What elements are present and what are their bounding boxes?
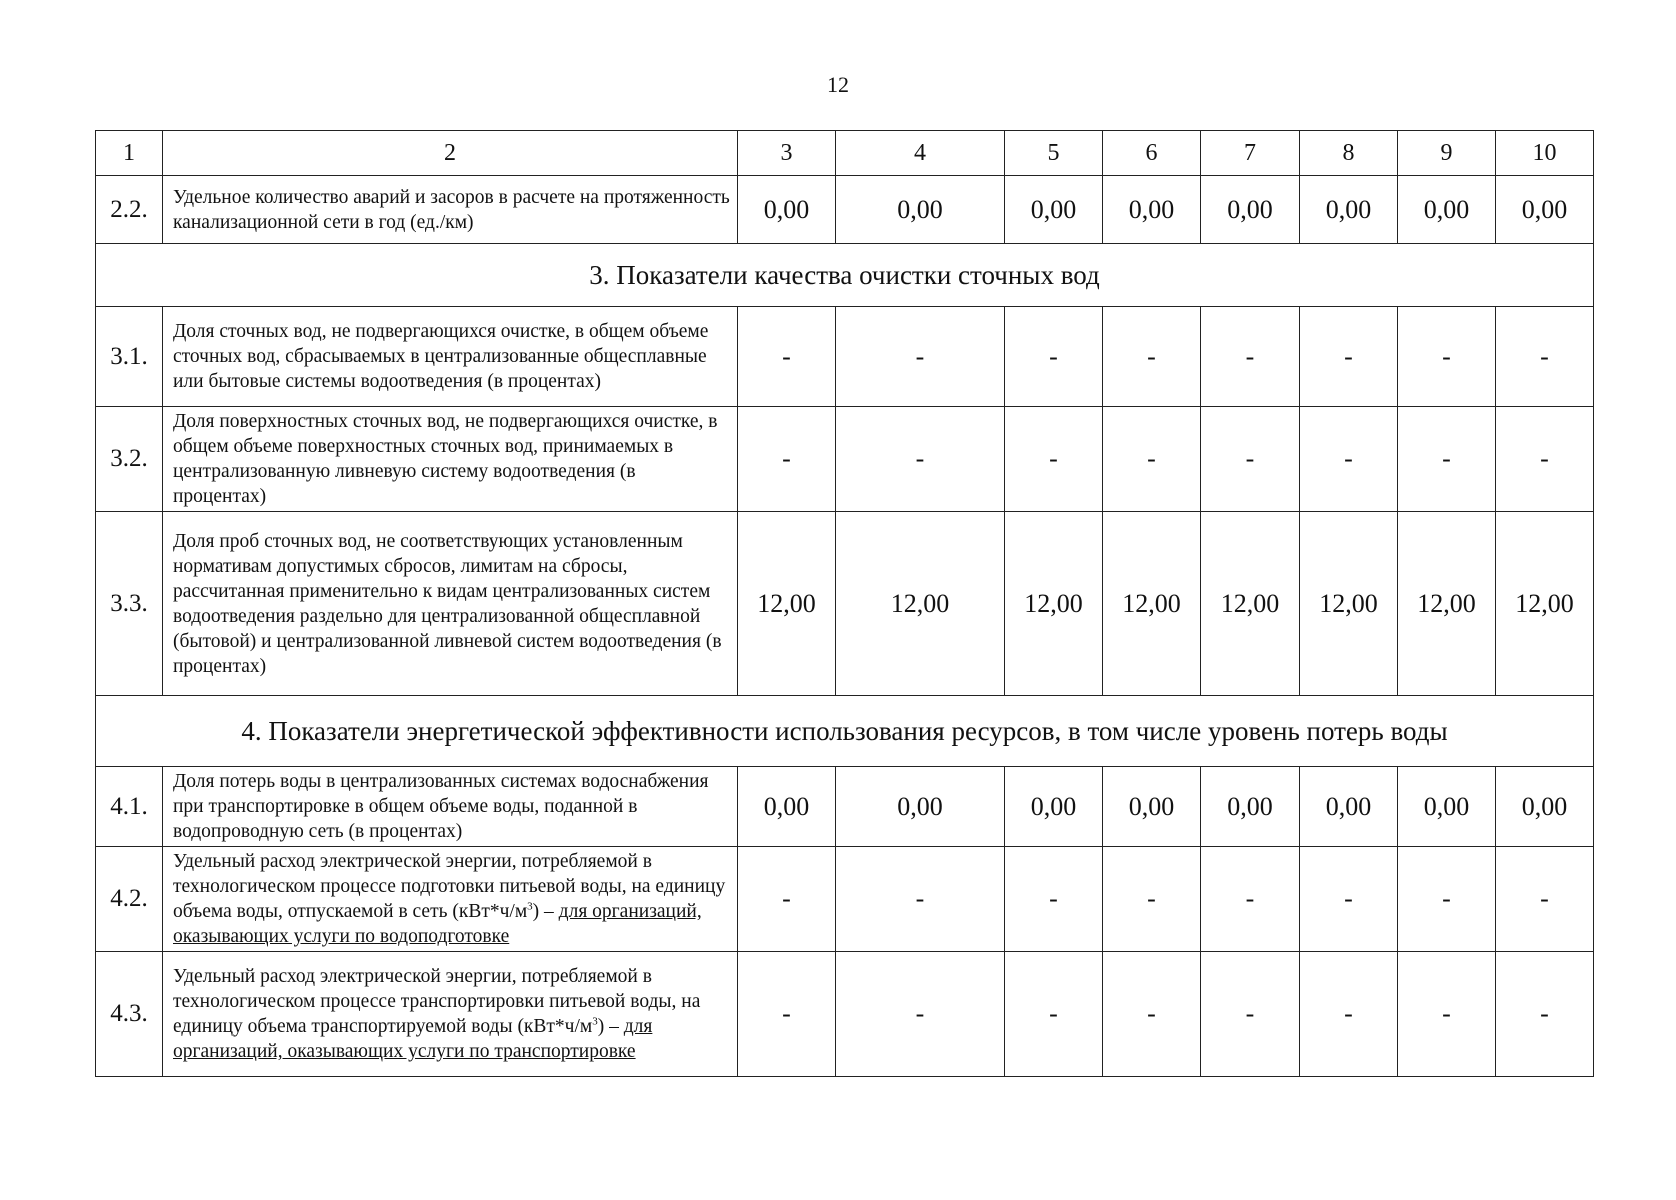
value-cell: 12,00 [1005,512,1103,696]
value-cell: - [1201,952,1300,1077]
value-cell: 12,00 [738,512,836,696]
value-cell: - [738,307,836,407]
value-cell: - [1496,407,1594,512]
value-cell: - [836,847,1005,952]
value-cell: - [1398,847,1496,952]
value-cell: - [1496,307,1594,407]
value-cell: - [1300,307,1398,407]
value-cell: - [836,407,1005,512]
description-text: Удельный расход электрической энергии, потребляемой в технологическом процессе подготовки питьевой воды, на единицу объема воды, отпускаемой в сеть (кВт*ч/м [173,851,726,922]
value-cell: 0,00 [738,176,836,244]
value-cell: 0,00 [1300,176,1398,244]
header-cell: 6 [1103,131,1201,176]
value-cell: - [1005,307,1103,407]
row-description: Доля сточных вод, не подвергающихся очистке, в общем объеме сточных вод, сбрасываемых в централизованные общесплавные или бытовые системы водоотведения (в процентах) [163,307,738,407]
value-cell: - [1103,407,1201,512]
row-description [163,952,738,1077]
underlined-note: для организаций, оказывающих услуги по водоподготовке [173,901,702,947]
row-description [163,847,738,952]
page-number: 12 [827,72,849,97]
value-cell: 12,00 [836,512,1005,696]
value-cell: 0,00 [1398,767,1496,847]
row-number: 4.2. [96,847,163,952]
value-cell: 0,00 [1103,176,1201,244]
value-cell: - [1103,952,1201,1077]
value-cell: - [1496,847,1594,952]
value-cell: - [1005,407,1103,512]
value-cell: 12,00 [1398,512,1496,696]
indicators-table [95,130,1594,1077]
value-cell: 0,00 [1300,767,1398,847]
underlined-note: для организаций, оказывающих услуги по транспортировке [173,1016,653,1062]
table-row [96,847,1594,952]
table-row [96,512,1594,696]
value-cell: 0,00 [836,767,1005,847]
value-cell: - [1201,847,1300,952]
value-cell: - [1300,407,1398,512]
description-text: ) – [597,1016,624,1037]
header-cell: 9 [1398,131,1496,176]
value-cell: 0,00 [1005,176,1103,244]
value-cell: 0,00 [1201,767,1300,847]
table-row [96,407,1594,512]
value-cell: 0,00 [1103,767,1201,847]
row-number: 4.1. [96,767,163,847]
value-cell: - [836,952,1005,1077]
header-cell: 3 [738,131,836,176]
row-number: 3.2. [96,407,163,512]
value-cell: - [738,847,836,952]
table-row [96,176,1594,244]
value-cell: - [1005,952,1103,1077]
value-cell: - [1103,307,1201,407]
section-heading: 4. Показатели энергетической эффективности использования ресурсов, в том числе уровень потерь воды [96,696,1594,767]
header-cell: 7 [1201,131,1300,176]
value-cell: 12,00 [1103,512,1201,696]
header-cell: 8 [1300,131,1398,176]
row-number: 2.2. [96,176,163,244]
superscript: 3 [527,900,533,913]
header-cell: 10 [1496,131,1594,176]
value-cell: - [1398,952,1496,1077]
table-row [96,952,1594,1077]
value-cell: 12,00 [1496,512,1594,696]
table-row [96,307,1594,407]
row-number: 3.3. [96,512,163,696]
header-cell: 2 [163,131,738,176]
description-text: Удельный расход электрической энергии, потребляемой в технологическом процессе транспортировки питьевой воды, на единицу объема транспортируемой воды (кВт*ч/м [173,966,701,1037]
row-description: Удельное количество аварий и засоров в расчете на протяженность канализационной сети в год (ед./км) [163,176,738,244]
value-cell: - [738,407,836,512]
value-cell: 12,00 [1300,512,1398,696]
row-description: Доля проб сточных вод, не соответствующих установленным нормативам допустимых сбросов, лимитам на сбросы, рассчитанная применительно к видам централизованных систем водоотведения раздельно для централизованной общесплавной (бытовой) и централизованной ливневой систем водоотведения (в процентах) [163,512,738,696]
value-cell: - [836,307,1005,407]
header-cell: 4 [836,131,1005,176]
value-cell: - [1103,847,1201,952]
value-cell: 0,00 [1496,176,1594,244]
header-cell: 5 [1005,131,1103,176]
header-row [96,131,1594,176]
value-cell: - [1005,847,1103,952]
value-cell: - [1496,952,1594,1077]
section-heading-row [96,696,1594,767]
superscript: 3 [592,1015,598,1028]
header-cell: 1 [96,131,163,176]
value-cell: - [1300,847,1398,952]
value-cell: 0,00 [836,176,1005,244]
value-cell: - [1398,407,1496,512]
row-number: 4.3. [96,952,163,1077]
value-cell: 12,00 [1201,512,1300,696]
row-description: Доля поверхностных сточных вод, не подвергающихся очистке, в общем объеме поверхностных сточных вод, принимаемых в централизованную ливневую систему водоотведения (в процентах) [163,407,738,512]
description-text: ) – [532,901,559,922]
value-cell: 0,00 [1398,176,1496,244]
table-row [96,767,1594,847]
value-cell: - [738,952,836,1077]
value-cell: 0,00 [1201,176,1300,244]
value-cell: 0,00 [738,767,836,847]
section-heading-row [96,244,1594,307]
section-heading: 3. Показатели качества очистки сточных вод [96,244,1594,307]
value-cell: 0,00 [1005,767,1103,847]
value-cell: 0,00 [1496,767,1594,847]
row-number: 3.1. [96,307,163,407]
value-cell: - [1201,407,1300,512]
value-cell: - [1300,952,1398,1077]
value-cell: - [1201,307,1300,407]
row-description: Доля потерь воды в централизованных системах водоснабжения при транспортировке в общем объеме воды, поданной в водопроводную сеть (в процентах) [163,767,738,847]
value-cell: - [1398,307,1496,407]
